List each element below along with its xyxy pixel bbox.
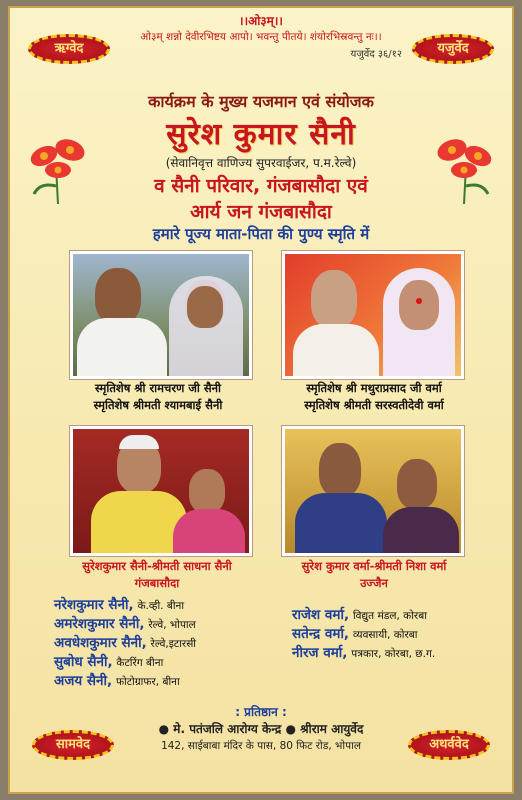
photo-suresh-sadhana-saini	[70, 426, 252, 556]
list-item: सुबोध सैनी, कैटरिंग बीना	[54, 654, 164, 670]
establishment-names: ● मे. पतंजलि आरोग्य केन्द्र ● श्रीराम आयुर्वेद	[158, 722, 364, 736]
caption-photo-3-line2: गंजबासौदा	[134, 576, 180, 590]
caption-photo-4-line2: उज्जैन	[360, 576, 388, 590]
list-item: अजय सैनी, फोटोग्राफर, बीना	[54, 673, 180, 689]
memorial-line: हमारे पूज्य माता-पिता की पुण्य स्मृति में	[152, 225, 370, 243]
organizer-heading: कार्यक्रम के मुख्य यजमान एवं संयोजक	[148, 92, 374, 111]
caption-photo-1-line1: स्मृतिशेष श्री रामचरण जी सैनी	[94, 381, 221, 395]
veda-badge-atharvaveda: अथर्ववेद	[408, 730, 490, 760]
caption-photo-2	[260, 380, 488, 414]
photo-ramcharan-shyambai	[70, 251, 252, 379]
arya-jan-line: आर्य जन गंजबासौदा	[190, 201, 332, 223]
list-item: राजेश वर्मा, विद्युत मंडल, कोरबा	[292, 607, 427, 623]
family-list-right	[292, 606, 502, 663]
caption-photo-4	[260, 558, 488, 592]
caption-photo-1-line2: स्मृतिशेष श्रीमती श्यामबाई सैनी	[93, 398, 223, 412]
caption-photo-2-line2: स्मृतिशेष श्रीमती सरस्वतीदेवी वर्मा	[304, 398, 444, 412]
veda-badge-samaveda: सामवेद	[32, 730, 114, 760]
caption-photo-3-line1: सुरेशकुमार सैनी-श्रीमती साधना सैनी	[82, 559, 232, 573]
caption-photo-2-line1: स्मृतिशेष श्री मथुराप्रसाद जी वर्मा	[306, 381, 442, 395]
family-list-left	[54, 596, 274, 691]
list-item: सतेन्द्र वर्मा, व्यवसायी, कोरबा	[292, 626, 418, 642]
list-item: नीरज वर्मा, पत्रकार, कोरबा, छ.ग.	[292, 645, 436, 661]
photo-suresh-nisha-verma	[282, 426, 464, 556]
caption-photo-1	[50, 380, 266, 414]
list-item: अमरेशकुमार सैनी, रेल्वे, भोपाल	[54, 616, 196, 632]
photo-mathuraprasad-saraswatidevi	[282, 251, 464, 379]
caption-photo-4-line1: सुरेश कुमार वर्मा-श्रीमती निशा वर्मा	[301, 559, 447, 573]
mantra-reference: यजुर्वेद ३६/१२	[350, 49, 402, 60]
caption-photo-3	[42, 558, 272, 592]
establishment-address: 142, साईबाबा मंदिर के पास, 80 फिट रोड, भोपाल	[161, 740, 361, 752]
list-item: नरेशकुमार सैनी, के.व्ही. बीना	[54, 597, 185, 613]
establishment-label: : प्रतिष्ठान :	[235, 705, 287, 719]
tribute-page	[8, 6, 514, 794]
list-item: अवधेशकुमार सैनी, रेल्वे,इटारसी	[54, 635, 197, 651]
veda-badge-yajurveda: यजुर्वेद	[412, 34, 494, 64]
organizer-designation: (सेवानिवृत्त वाणिज्य सुपरवाईजर, प.म.रेल्वे)	[165, 156, 357, 170]
family-line: व सैनी परिवार, गंजबासौदा एवं	[154, 175, 368, 197]
om-heading: ।।ओ३म्।।	[239, 14, 283, 28]
organizer-name: सुरेश कुमार सैनी	[166, 117, 356, 152]
veda-badge-rigveda: ऋग्वेद	[28, 34, 110, 64]
mantra-text: ओ३म् शन्नो देवीरभिष्टय आपो। भवन्तु पीतये। शंयोरभिस्रवन्तु नः।।	[140, 31, 382, 43]
